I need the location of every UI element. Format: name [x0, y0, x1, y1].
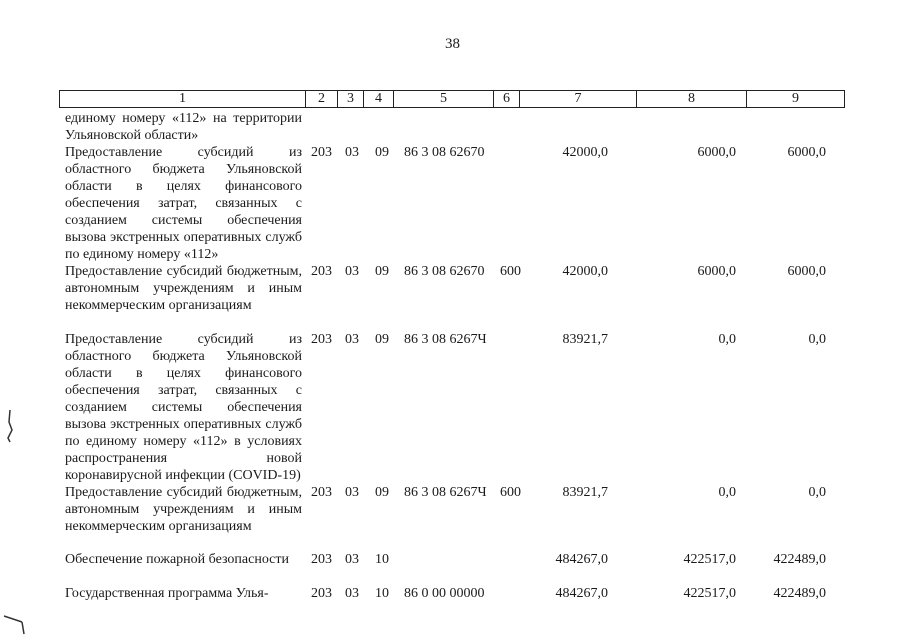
- amount-col-9: 422489,0: [773, 552, 826, 567]
- expense-type-code: 600: [500, 485, 521, 500]
- header-col-8: 8: [637, 91, 747, 107]
- header-col-6: 6: [494, 91, 520, 107]
- amount-col-7: 42000,0: [562, 145, 608, 160]
- section-code: 03: [345, 145, 359, 160]
- amount-col-8: 422517,0: [683, 586, 736, 601]
- target-article-code: 86 0 00 00000: [404, 586, 485, 601]
- row-description: Государственная программа Улья-: [65, 586, 269, 601]
- amount-col-9: 6000,0: [787, 145, 826, 160]
- chapter-code: 203: [311, 552, 332, 567]
- amount-col-8: 0,0: [718, 485, 736, 500]
- scan-mark-icon: [4, 408, 16, 444]
- header-col-7: 7: [520, 91, 637, 107]
- amount-col-9: 0,0: [808, 332, 826, 347]
- row-description: Предоставление субсидий из областного бюджета Ульяновской области в целях финансового обеспечения затрат, связанных с созданием системы обеспечения вызова экстренных оперативных служб по единому номеру «112» в условиях распространения новой коронавирусной инфекции (COVID-19): [65, 332, 302, 483]
- target-article-code: 86 3 08 6267Ч: [404, 485, 487, 500]
- section-code: 03: [345, 485, 359, 500]
- header-col-2: 2: [306, 91, 338, 107]
- amount-col-8: 6000,0: [697, 264, 736, 279]
- chapter-code: 203: [311, 586, 332, 601]
- amount-col-7: 42000,0: [562, 264, 608, 279]
- section-code: 03: [345, 552, 359, 567]
- chapter-code: 203: [311, 264, 332, 279]
- header-col-5: 5: [394, 91, 494, 107]
- amount-col-8: 0,0: [718, 332, 736, 347]
- target-article-code: 86 3 08 6267Ч: [404, 332, 487, 347]
- header-col-4: 4: [364, 91, 394, 107]
- amount-col-7: 83921,7: [562, 332, 608, 347]
- header-col-1: 1: [60, 91, 306, 107]
- chapter-code: 203: [311, 145, 332, 160]
- amount-col-7: 484267,0: [555, 552, 608, 567]
- section-code: 03: [345, 332, 359, 347]
- amount-col-7: 484267,0: [555, 586, 608, 601]
- row-description: Предоставление субсидий бюджетным, автономным учреждениям и иным некоммерческим организациям: [65, 485, 302, 534]
- subsection-code: 09: [375, 485, 389, 500]
- amount-col-9: 6000,0: [787, 264, 826, 279]
- target-article-code: 86 3 08 62670: [404, 145, 485, 160]
- header-col-3: 3: [338, 91, 364, 107]
- chapter-code: 203: [311, 332, 332, 347]
- subsection-code: 09: [375, 145, 389, 160]
- subsection-code: 10: [375, 552, 389, 567]
- amount-col-9: 422489,0: [773, 586, 826, 601]
- header-col-9: 9: [792, 91, 799, 106]
- amount-col-8: 422517,0: [683, 552, 736, 567]
- expense-type-code: 600: [500, 264, 521, 279]
- section-code: 03: [345, 264, 359, 279]
- amount-col-9: 0,0: [808, 485, 826, 500]
- target-article-code: 86 3 08 62670: [404, 264, 485, 279]
- row-description: Обеспечение пожарной безопасности: [65, 552, 290, 567]
- row-description: Предоставление субсидий из областного бюджета Ульяновской области в целях финансового обеспечения затрат, связанных с созданием системы обеспечения вызова экстренных оперативных служб по единому номеру «112»: [65, 145, 302, 262]
- page-number: 38: [445, 36, 460, 52]
- subsection-code: 09: [375, 264, 389, 279]
- scan-corner-mark-icon: [2, 612, 26, 636]
- row-description: Предоставление субсидий бюджетным, автономным учреждениям и иным некоммерческим организациям: [65, 264, 302, 313]
- subsection-code: 09: [375, 332, 389, 347]
- table-header: [59, 90, 845, 108]
- section-code: 03: [345, 586, 359, 601]
- row-description: единому номеру «112» на территории Ульяновской области»: [65, 111, 302, 143]
- amount-col-8: 6000,0: [697, 145, 736, 160]
- chapter-code: 203: [311, 485, 332, 500]
- subsection-code: 10: [375, 586, 389, 601]
- amount-col-7: 83921,7: [562, 485, 608, 500]
